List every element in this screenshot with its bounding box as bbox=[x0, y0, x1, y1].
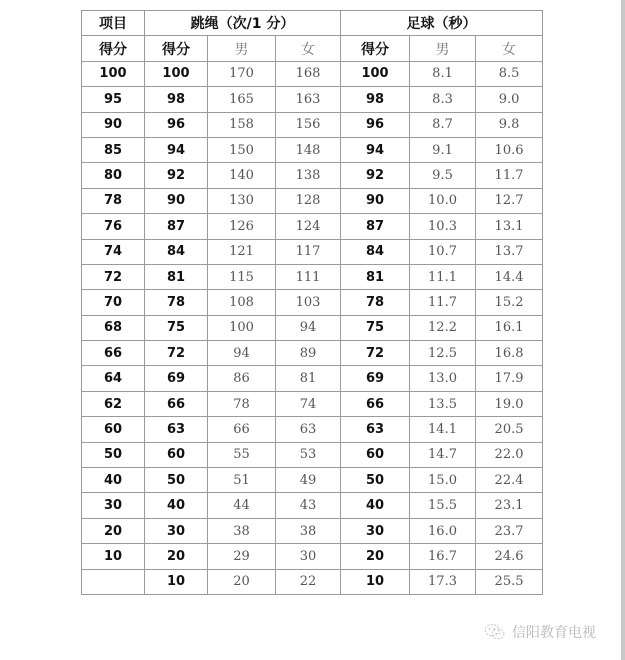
cell-rope-male: 121 bbox=[208, 239, 276, 264]
table-row bbox=[82, 163, 543, 188]
table-row bbox=[82, 137, 543, 162]
cell-football-score: 63 bbox=[341, 417, 410, 442]
cell-football-score: 75 bbox=[341, 315, 410, 340]
cell-football-female: 24.6 bbox=[476, 544, 543, 569]
cell-football-score: 69 bbox=[341, 366, 410, 391]
cell-rope-male: 44 bbox=[208, 493, 276, 518]
cell-football-score: 40 bbox=[341, 493, 410, 518]
cell-rope-score: 81 bbox=[145, 264, 208, 289]
header-row-2 bbox=[82, 36, 543, 61]
table-row bbox=[82, 188, 543, 213]
cell-rope-score: 72 bbox=[145, 341, 208, 366]
cell-rope-female: 94 bbox=[276, 315, 341, 340]
cell-rope-male: 130 bbox=[208, 188, 276, 213]
table-row bbox=[82, 417, 543, 442]
cell-football-male: 15.5 bbox=[410, 493, 476, 518]
cell-rope-male: 86 bbox=[208, 366, 276, 391]
cell-row-score: 90 bbox=[82, 112, 145, 137]
cell-football-female: 8.5 bbox=[476, 61, 543, 86]
table-row bbox=[82, 391, 543, 416]
cell-rope-female: 89 bbox=[276, 341, 341, 366]
cell-football-male: 10.3 bbox=[410, 214, 476, 239]
cell-football-score: 84 bbox=[341, 239, 410, 264]
cell-football-female: 25.5 bbox=[476, 569, 543, 594]
cell-rope-female: 117 bbox=[276, 239, 341, 264]
cell-football-score: 100 bbox=[341, 61, 410, 86]
cell-rope-score: 20 bbox=[145, 544, 208, 569]
cell-rope-score: 50 bbox=[145, 468, 208, 493]
header-rope-score: 得分 bbox=[145, 36, 208, 61]
cell-row-score: 30 bbox=[82, 493, 145, 518]
cell-row-score: 20 bbox=[82, 518, 145, 543]
cell-rope-score: 94 bbox=[145, 137, 208, 162]
header-football-score: 得分 bbox=[341, 36, 410, 61]
cell-rope-female: 22 bbox=[276, 569, 341, 594]
cell-rope-male: 66 bbox=[208, 417, 276, 442]
cell-football-female: 16.1 bbox=[476, 315, 543, 340]
cell-rope-male: 100 bbox=[208, 315, 276, 340]
header-rope-male: 男 bbox=[208, 36, 276, 61]
header-rope-female: 女 bbox=[276, 36, 341, 61]
table-row bbox=[82, 569, 543, 594]
cell-row-score: 10 bbox=[82, 544, 145, 569]
cell-football-score: 30 bbox=[341, 518, 410, 543]
table-row bbox=[82, 61, 543, 86]
cell-row-score: 95 bbox=[82, 87, 145, 112]
table-row bbox=[82, 87, 543, 112]
cell-rope-score: 92 bbox=[145, 163, 208, 188]
cell-football-female: 20.5 bbox=[476, 417, 543, 442]
cell-football-score: 96 bbox=[341, 112, 410, 137]
cell-rope-female: 148 bbox=[276, 137, 341, 162]
cell-football-female: 23.7 bbox=[476, 518, 543, 543]
cell-football-male: 12.2 bbox=[410, 315, 476, 340]
cell-football-male: 16.0 bbox=[410, 518, 476, 543]
cell-football-female: 13.7 bbox=[476, 239, 543, 264]
cell-football-male: 11.1 bbox=[410, 264, 476, 289]
cell-rope-male: 20 bbox=[208, 569, 276, 594]
cell-row-score: 72 bbox=[82, 264, 145, 289]
header-football-female: 女 bbox=[476, 36, 543, 61]
cell-rope-score: 100 bbox=[145, 61, 208, 86]
cell-football-male: 9.5 bbox=[410, 163, 476, 188]
cell-rope-female: 63 bbox=[276, 417, 341, 442]
cell-rope-male: 38 bbox=[208, 518, 276, 543]
table-row bbox=[82, 518, 543, 543]
cell-rope-female: 111 bbox=[276, 264, 341, 289]
cell-rope-male: 29 bbox=[208, 544, 276, 569]
cell-football-male: 13.5 bbox=[410, 391, 476, 416]
cell-football-score: 98 bbox=[341, 87, 410, 112]
cell-row-score: 100 bbox=[82, 61, 145, 86]
table-row bbox=[82, 239, 543, 264]
watermark-text: 信阳教育电视 bbox=[512, 625, 596, 641]
cell-rope-female: 38 bbox=[276, 518, 341, 543]
cell-row-score: 50 bbox=[82, 442, 145, 467]
table-row bbox=[82, 544, 543, 569]
cell-football-male: 11.7 bbox=[410, 290, 476, 315]
cell-football-female: 13.1 bbox=[476, 214, 543, 239]
cell-rope-female: 30 bbox=[276, 544, 341, 569]
cell-rope-male: 170 bbox=[208, 61, 276, 86]
cell-rope-score: 30 bbox=[145, 518, 208, 543]
cell-rope-male: 165 bbox=[208, 87, 276, 112]
table-row bbox=[82, 264, 543, 289]
cell-rope-female: 168 bbox=[276, 61, 341, 86]
cell-football-male: 10.0 bbox=[410, 188, 476, 213]
wechat-icon bbox=[484, 623, 506, 641]
cell-football-female: 22.0 bbox=[476, 442, 543, 467]
cell-football-score: 72 bbox=[341, 341, 410, 366]
cell-rope-score: 90 bbox=[145, 188, 208, 213]
cell-row-score bbox=[82, 569, 145, 594]
cell-rope-male: 55 bbox=[208, 442, 276, 467]
page-edge bbox=[621, 0, 625, 660]
cell-row-score: 78 bbox=[82, 188, 145, 213]
cell-football-male: 9.1 bbox=[410, 137, 476, 162]
cell-football-male: 10.7 bbox=[410, 239, 476, 264]
cell-rope-score: 87 bbox=[145, 214, 208, 239]
cell-rope-male: 108 bbox=[208, 290, 276, 315]
table-row bbox=[82, 366, 543, 391]
cell-football-score: 94 bbox=[341, 137, 410, 162]
header-rope: 跳绳（次/1 分） bbox=[145, 11, 341, 36]
table-row bbox=[82, 214, 543, 239]
cell-rope-female: 49 bbox=[276, 468, 341, 493]
cell-football-male: 13.0 bbox=[410, 366, 476, 391]
cell-row-score: 66 bbox=[82, 341, 145, 366]
cell-football-male: 14.7 bbox=[410, 442, 476, 467]
cell-row-score: 40 bbox=[82, 468, 145, 493]
cell-football-female: 15.2 bbox=[476, 290, 543, 315]
cell-rope-female: 156 bbox=[276, 112, 341, 137]
cell-rope-male: 158 bbox=[208, 112, 276, 137]
cell-rope-female: 43 bbox=[276, 493, 341, 518]
cell-football-male: 15.0 bbox=[410, 468, 476, 493]
cell-football-score: 60 bbox=[341, 442, 410, 467]
table-row bbox=[82, 468, 543, 493]
cell-rope-female: 128 bbox=[276, 188, 341, 213]
table-row bbox=[82, 112, 543, 137]
cell-football-score: 92 bbox=[341, 163, 410, 188]
cell-rope-score: 69 bbox=[145, 366, 208, 391]
cell-rope-male: 94 bbox=[208, 341, 276, 366]
cell-football-female: 12.7 bbox=[476, 188, 543, 213]
cell-rope-score: 96 bbox=[145, 112, 208, 137]
cell-football-score: 20 bbox=[341, 544, 410, 569]
table-row bbox=[82, 315, 543, 340]
cell-row-score: 76 bbox=[82, 214, 145, 239]
cell-rope-female: 81 bbox=[276, 366, 341, 391]
cell-rope-score: 63 bbox=[145, 417, 208, 442]
cell-row-score: 60 bbox=[82, 417, 145, 442]
cell-football-male: 12.5 bbox=[410, 341, 476, 366]
cell-football-score: 87 bbox=[341, 214, 410, 239]
header-item: 项目 bbox=[82, 11, 145, 36]
cell-football-score: 81 bbox=[341, 264, 410, 289]
cell-football-female: 11.7 bbox=[476, 163, 543, 188]
cell-football-score: 66 bbox=[341, 391, 410, 416]
cell-football-female: 17.9 bbox=[476, 366, 543, 391]
cell-rope-female: 138 bbox=[276, 163, 341, 188]
cell-rope-female: 74 bbox=[276, 391, 341, 416]
cell-football-male: 8.7 bbox=[410, 112, 476, 137]
cell-rope-female: 53 bbox=[276, 442, 341, 467]
cell-rope-score: 40 bbox=[145, 493, 208, 518]
cell-football-male: 17.3 bbox=[410, 569, 476, 594]
cell-football-female: 9.8 bbox=[476, 112, 543, 137]
table-row bbox=[82, 290, 543, 315]
header-football: 足球（秒） bbox=[341, 11, 543, 36]
table-row bbox=[82, 493, 543, 518]
cell-football-score: 90 bbox=[341, 188, 410, 213]
cell-football-female: 19.0 bbox=[476, 391, 543, 416]
cell-row-score: 62 bbox=[82, 391, 145, 416]
cell-row-score: 64 bbox=[82, 366, 145, 391]
cell-rope-score: 84 bbox=[145, 239, 208, 264]
cell-rope-score: 75 bbox=[145, 315, 208, 340]
cell-rope-score: 98 bbox=[145, 87, 208, 112]
cell-rope-male: 140 bbox=[208, 163, 276, 188]
cell-rope-male: 115 bbox=[208, 264, 276, 289]
cell-rope-score: 10 bbox=[145, 569, 208, 594]
cell-football-male: 8.3 bbox=[410, 87, 476, 112]
cell-football-score: 10 bbox=[341, 569, 410, 594]
cell-rope-male: 51 bbox=[208, 468, 276, 493]
cell-football-score: 78 bbox=[341, 290, 410, 315]
header-football-male: 男 bbox=[410, 36, 476, 61]
cell-rope-male: 78 bbox=[208, 391, 276, 416]
watermark bbox=[484, 622, 596, 642]
cell-row-score: 68 bbox=[82, 315, 145, 340]
cell-rope-male: 126 bbox=[208, 214, 276, 239]
cell-rope-score: 78 bbox=[145, 290, 208, 315]
cell-rope-female: 103 bbox=[276, 290, 341, 315]
header-row-1 bbox=[82, 11, 543, 36]
cell-football-female: 14.4 bbox=[476, 264, 543, 289]
score-table bbox=[81, 10, 543, 595]
cell-football-female: 10.6 bbox=[476, 137, 543, 162]
cell-football-female: 23.1 bbox=[476, 493, 543, 518]
cell-rope-male: 150 bbox=[208, 137, 276, 162]
cell-rope-score: 60 bbox=[145, 442, 208, 467]
cell-football-score: 50 bbox=[341, 468, 410, 493]
table-row bbox=[82, 442, 543, 467]
cell-row-score: 80 bbox=[82, 163, 145, 188]
cell-football-male: 8.1 bbox=[410, 61, 476, 86]
cell-football-female: 9.0 bbox=[476, 87, 543, 112]
cell-football-female: 16.8 bbox=[476, 341, 543, 366]
cell-rope-female: 163 bbox=[276, 87, 341, 112]
cell-row-score: 74 bbox=[82, 239, 145, 264]
header-score: 得分 bbox=[82, 36, 145, 61]
cell-rope-score: 66 bbox=[145, 391, 208, 416]
cell-row-score: 85 bbox=[82, 137, 145, 162]
table-row bbox=[82, 341, 543, 366]
cell-football-male: 16.7 bbox=[410, 544, 476, 569]
cell-football-male: 14.1 bbox=[410, 417, 476, 442]
cell-rope-female: 124 bbox=[276, 214, 341, 239]
cell-football-female: 22.4 bbox=[476, 468, 543, 493]
cell-row-score: 70 bbox=[82, 290, 145, 315]
